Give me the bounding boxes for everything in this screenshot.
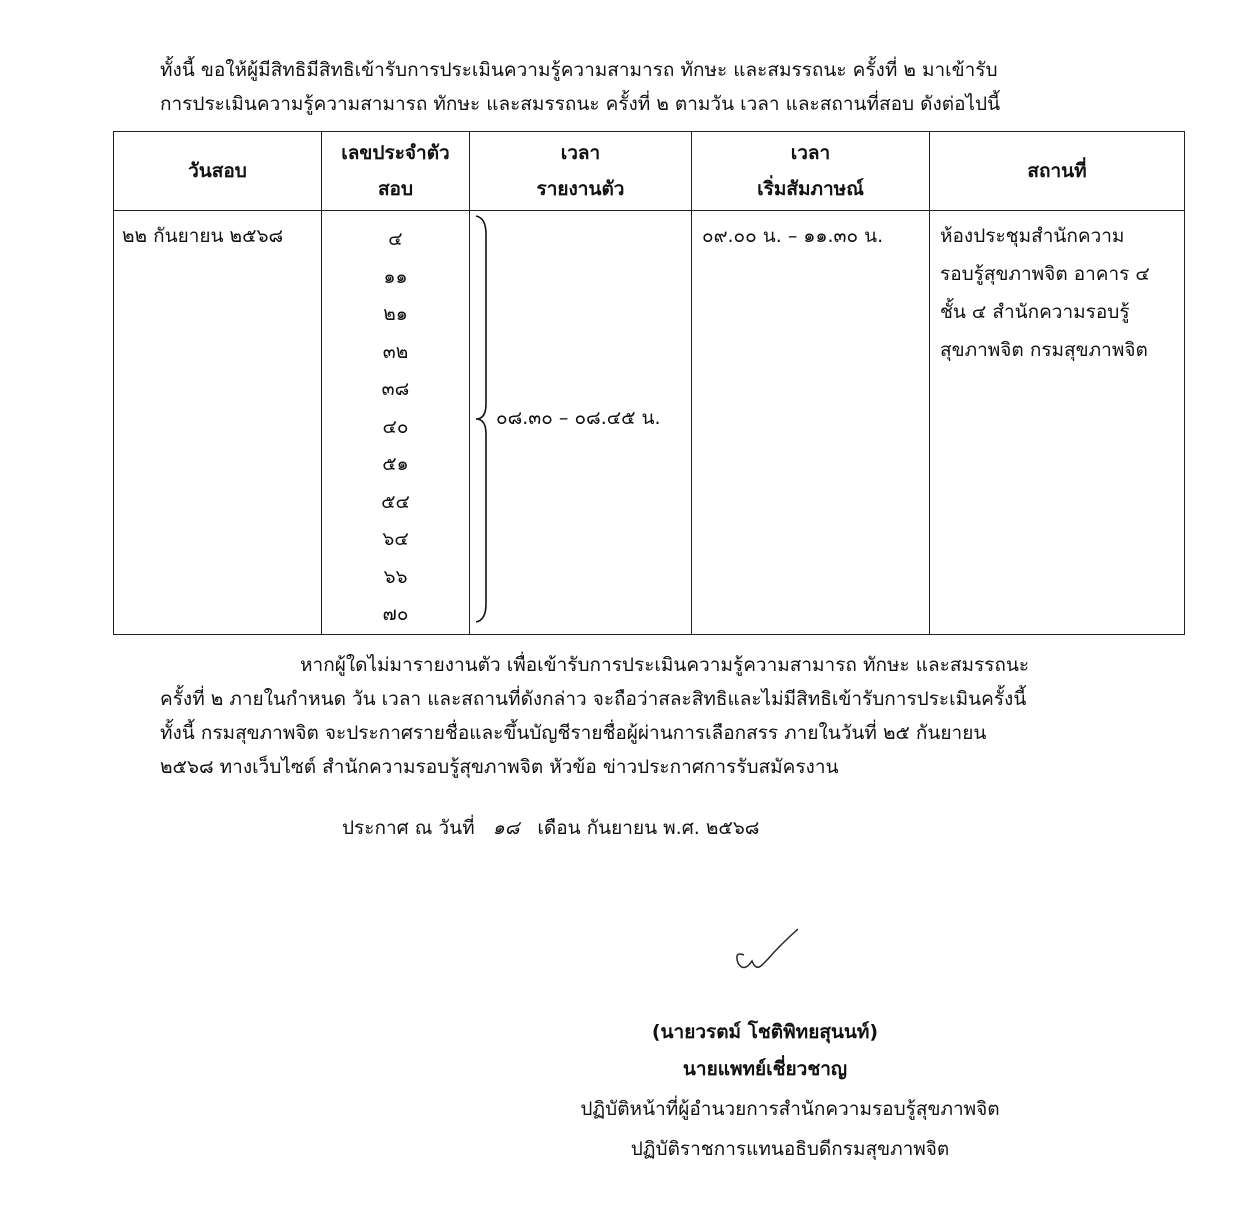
header-interview-time: เวลา เริ่มสัมภาษณ์ (692, 132, 930, 211)
signer-on-behalf: ปฏิบัติราชการแทนอธิบดีกรมสุขภาพจิต (630, 1138, 950, 1160)
exam-id: ๔ (388, 228, 403, 250)
exam-id: ๕๑ (382, 453, 409, 475)
location-line: รอบรู้สุขภาพจิต อาคาร ๔ (940, 263, 1150, 285)
table-row (114, 211, 1185, 635)
exam-id: ๗๐ (382, 603, 409, 625)
id-list (322, 211, 470, 635)
exam-id: ๓๒ (382, 340, 409, 363)
exam-id: ๒๑ (383, 303, 408, 325)
exam-date: ๒๒ กันยายน ๒๕๖๘ (114, 211, 322, 635)
notice-line-3: ทั้งนี้ กรมสุขภาพจิต จะประกาศรายชื่อและขึ้นบัญชีรายชื่อผู้ผ่านการเลือกสรร ภายในวันที่ ๒๕ กันยายน (160, 722, 987, 744)
exam-id: ๔๐ (382, 415, 409, 438)
exam-id: ๖๖ (383, 565, 408, 588)
signer-acting: ปฏิบัติหน้าที่ผู้อำนวยการสำนักความรอบรู้สุขภาพจิต (580, 1098, 1000, 1120)
brace-icon (474, 214, 492, 624)
intro-line-2: การประเมินความรู้ความสามารถ ทักษะ และสมรรถนะ ครั้งที่ ๒ ตามวัน เวลา และสถานที่สอบ ดังต่อไปนี้ (160, 93, 1001, 115)
handwritten-day: ๑๘ (492, 817, 520, 839)
report-time: ๐๘.๓๐ – ๐๘.๔๕ น. (470, 211, 692, 635)
notice-line-2: ครั้งที่ ๒ ภายในกำหนด วัน เวลา และสถานที่ดังกล่าว จะถือว่าสละสิทธิและไม่มีสิทธิเข้ารับการประเมินครั้งนี้ (160, 688, 1027, 710)
schedule-table (113, 131, 1185, 635)
header-report-time: เวลา รายงานตัว (470, 132, 692, 211)
notice-line-4: ๒๕๖๘ ทางเว็บไซต์ สำนักความรอบรู้สุขภาพจิต หัวข้อ ข่าวประกาศการรับสมัครงาน (160, 756, 839, 778)
location (930, 211, 1185, 635)
interview-time: ๐๙.๐๐ น. – ๑๑.๓๐ น. (692, 211, 930, 635)
location-line: สุขภาพจิต กรมสุขภาพจิต (940, 339, 1148, 361)
exam-id: ๑๑ (383, 265, 408, 288)
location-line: ชั้น ๔ สำนักความรอบรู้ (940, 301, 1130, 323)
signer-position: นายแพทย์เชี่ยวชาญ (682, 1058, 848, 1080)
exam-id: ๕๔ (381, 490, 410, 513)
signature-icon (730, 925, 810, 975)
header-id: เลขประจำตัว สอบ (322, 132, 470, 211)
header-date: วันสอบ (114, 132, 322, 211)
location-line: ห้องประชุมสำนักความ (940, 225, 1125, 247)
intro-line-1: ทั้งนี้ ขอให้ผู้มีสิทธิมีสิทธิเข้ารับการประเมินความรู้ความสามารถ ทักษะ และสมรรถนะ ครั้งที่ ๒ มาเข้ารับ (160, 59, 998, 81)
announce-date: ประกาศ ณ วันที่ ๑๘ เดือน กันยายน พ.ศ. ๒๕๖๘ (342, 817, 760, 839)
exam-id: ๓๘ (381, 378, 410, 400)
table-header-row (114, 132, 1185, 211)
exam-id: ๖๔ (382, 528, 409, 550)
signer-name: (นายวรตม์ โชติพิทยสุนนท์) (651, 1021, 879, 1043)
header-location: สถานที่ (930, 132, 1185, 211)
notice-line-1: หากผู้ใดไม่มารายงานตัว เพื่อเข้ารับการประเมินความรู้ความสามารถ ทักษะ และสมรรถนะ (300, 654, 1030, 676)
